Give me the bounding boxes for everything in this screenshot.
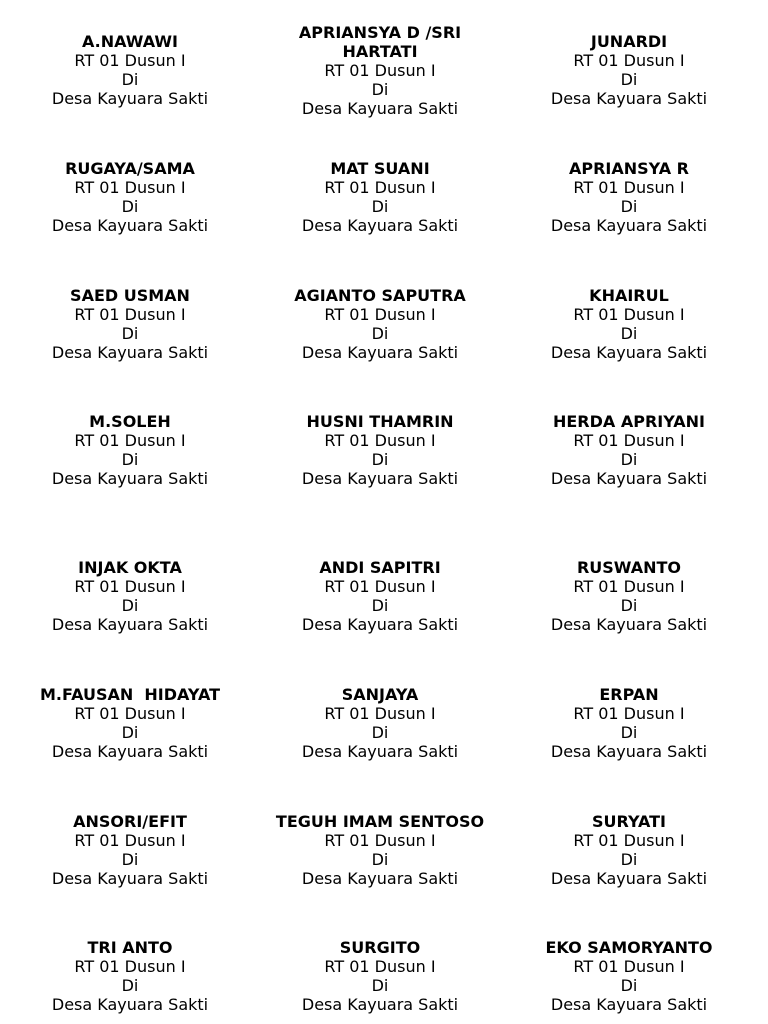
address-rt-dusun: RT 01 Dusun I [324, 957, 436, 976]
address-di: Di [371, 596, 389, 615]
address-rt-dusun: RT 01 Dusun I [324, 305, 436, 324]
address-label [5, 558, 255, 634]
address-rt-dusun: RT 01 Dusun I [324, 431, 436, 450]
address-label [504, 812, 754, 888]
recipient-name: INJAK OKTA [78, 558, 182, 577]
address-di: Di [371, 324, 389, 343]
address-rt-dusun: RT 01 Dusun I [573, 831, 685, 850]
recipient-name: M.SOLEH [89, 412, 171, 431]
address-village: Desa Kayuara Sakti [550, 995, 708, 1014]
address-rt-dusun: RT 01 Dusun I [74, 704, 186, 723]
address-village: Desa Kayuara Sakti [51, 742, 209, 761]
address-village: Desa Kayuara Sakti [51, 869, 209, 888]
address-di: Di [121, 324, 139, 343]
recipient-name: EKO SAMORYANTO [545, 938, 713, 957]
address-rt-dusun: RT 01 Dusun I [74, 305, 186, 324]
address-rt-dusun: RT 01 Dusun I [324, 61, 436, 80]
address-label [5, 685, 255, 761]
recipient-name: JUNARDI [590, 32, 668, 51]
address-rt-dusun: RT 01 Dusun I [573, 305, 685, 324]
address-label [5, 286, 255, 362]
address-label [504, 286, 754, 362]
recipient-name: ANDI SAPITRI [319, 558, 441, 577]
recipient-name: HUSNI THAMRIN [306, 412, 454, 431]
address-di: Di [620, 324, 638, 343]
recipient-name: RUGAYA/SAMA [65, 159, 195, 178]
address-label [255, 286, 505, 362]
address-rt-dusun: RT 01 Dusun I [573, 431, 685, 450]
recipient-name: ERPAN [599, 685, 659, 704]
recipient-name: MAT SUANI [330, 159, 430, 178]
address-village: Desa Kayuara Sakti [51, 216, 209, 235]
address-di: Di [371, 450, 389, 469]
address-label [255, 812, 505, 888]
address-di: Di [620, 450, 638, 469]
address-di: Di [371, 197, 389, 216]
address-di: Di [620, 976, 638, 995]
address-di: Di [371, 723, 389, 742]
address-label [5, 412, 255, 488]
address-di: Di [620, 70, 638, 89]
address-di: Di [371, 850, 389, 869]
address-label [5, 32, 255, 108]
address-rt-dusun: RT 01 Dusun I [74, 831, 186, 850]
address-village: Desa Kayuara Sakti [51, 615, 209, 634]
address-di: Di [371, 80, 389, 99]
address-di: Di [121, 976, 139, 995]
address-village: Desa Kayuara Sakti [51, 995, 209, 1014]
address-label [5, 938, 255, 1014]
address-label [504, 159, 754, 235]
address-village: Desa Kayuara Sakti [51, 343, 209, 362]
recipient-name: TRI ANTO [87, 938, 173, 957]
address-label [255, 685, 505, 761]
address-rt-dusun: RT 01 Dusun I [74, 577, 186, 596]
address-label [255, 23, 505, 118]
address-village: Desa Kayuara Sakti [301, 343, 459, 362]
address-village: Desa Kayuara Sakti [301, 469, 459, 488]
address-rt-dusun: RT 01 Dusun I [324, 831, 436, 850]
address-village: Desa Kayuara Sakti [301, 216, 459, 235]
recipient-name: SURGITO [339, 938, 421, 957]
recipient-name: SANJAYA [341, 685, 419, 704]
address-label [504, 412, 754, 488]
recipient-name: HERDA APRIYANI [552, 412, 706, 431]
address-village: Desa Kayuara Sakti [301, 742, 459, 761]
address-di: Di [121, 850, 139, 869]
address-village: Desa Kayuara Sakti [550, 343, 708, 362]
recipient-name: A.NAWAWI [81, 32, 178, 51]
address-rt-dusun: RT 01 Dusun I [573, 178, 685, 197]
recipient-name: APRIANSYA D /SRI HARTATI [298, 23, 467, 61]
address-rt-dusun: RT 01 Dusun I [74, 178, 186, 197]
address-rt-dusun: RT 01 Dusun I [74, 957, 186, 976]
address-rt-dusun: RT 01 Dusun I [74, 431, 186, 450]
address-rt-dusun: RT 01 Dusun I [573, 51, 685, 70]
address-village: Desa Kayuara Sakti [550, 89, 708, 108]
address-di: Di [121, 723, 139, 742]
recipient-name: KHAIRUL [589, 286, 669, 305]
address-rt-dusun: RT 01 Dusun I [573, 704, 685, 723]
address-label [504, 685, 754, 761]
recipient-name: ANSORI/EFIT [73, 812, 187, 831]
address-di: Di [121, 450, 139, 469]
address-label [255, 159, 505, 235]
recipient-name: TEGUH IMAM SENTOSO [275, 812, 485, 831]
address-label [5, 159, 255, 235]
recipient-name: AGIANTO SAPUTRA [294, 286, 466, 305]
address-village: Desa Kayuara Sakti [550, 216, 708, 235]
address-label [504, 32, 754, 108]
address-rt-dusun: RT 01 Dusun I [573, 957, 685, 976]
address-di: Di [121, 197, 139, 216]
address-village: Desa Kayuara Sakti [550, 469, 708, 488]
address-village: Desa Kayuara Sakti [301, 99, 459, 118]
recipient-name: SAED USMAN [70, 286, 190, 305]
address-di: Di [121, 70, 139, 89]
address-label [255, 412, 505, 488]
address-di: Di [620, 723, 638, 742]
recipient-name: SURYATI [591, 812, 667, 831]
address-di: Di [371, 976, 389, 995]
address-village: Desa Kayuara Sakti [550, 742, 708, 761]
address-village: Desa Kayuara Sakti [51, 469, 209, 488]
address-rt-dusun: RT 01 Dusun I [324, 704, 436, 723]
address-rt-dusun: RT 01 Dusun I [74, 51, 186, 70]
address-rt-dusun: RT 01 Dusun I [324, 577, 436, 596]
address-rt-dusun: RT 01 Dusun I [324, 178, 436, 197]
address-village: Desa Kayuara Sakti [550, 869, 708, 888]
address-village: Desa Kayuara Sakti [550, 615, 708, 634]
recipient-name: RUSWANTO [576, 558, 682, 577]
address-village: Desa Kayuara Sakti [301, 995, 459, 1014]
address-village: Desa Kayuara Sakti [301, 869, 459, 888]
address-label [5, 812, 255, 888]
address-label [255, 558, 505, 634]
address-label [504, 558, 754, 634]
address-di: Di [121, 596, 139, 615]
address-label [504, 938, 754, 1014]
address-village: Desa Kayuara Sakti [51, 89, 209, 108]
address-village: Desa Kayuara Sakti [301, 615, 459, 634]
recipient-name: M.FAUSAN HIDAYAT [40, 685, 220, 704]
address-di: Di [620, 850, 638, 869]
address-di: Di [620, 596, 638, 615]
recipient-name: APRIANSYA R [568, 159, 689, 178]
address-di: Di [620, 197, 638, 216]
address-rt-dusun: RT 01 Dusun I [573, 577, 685, 596]
address-label [255, 938, 505, 1014]
